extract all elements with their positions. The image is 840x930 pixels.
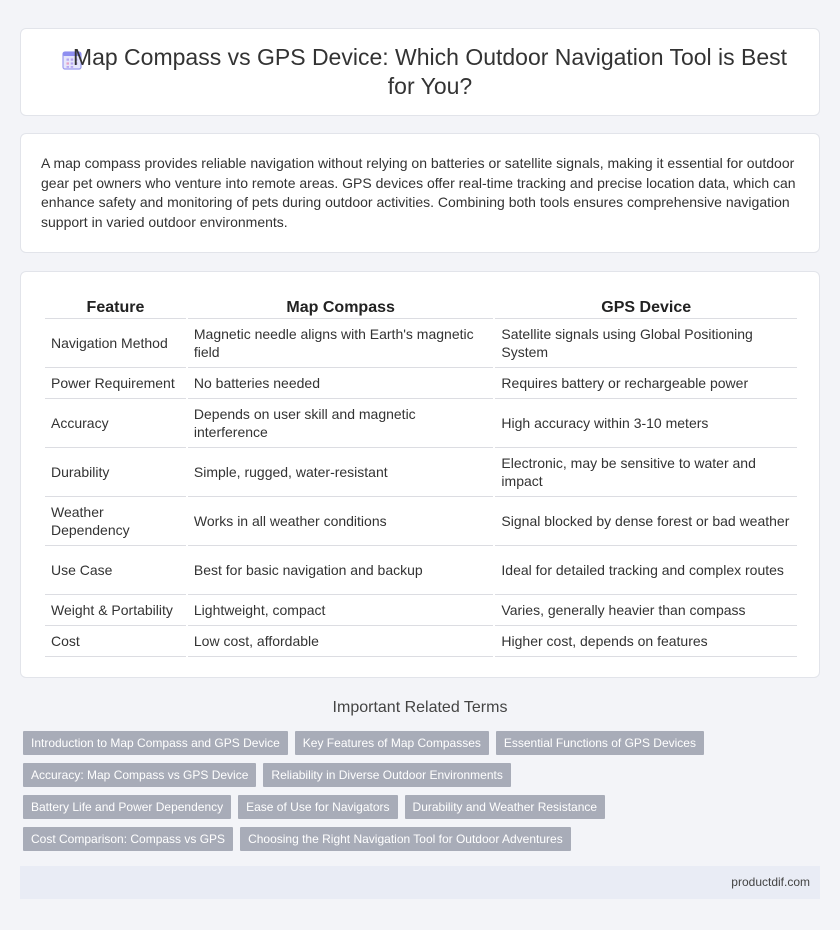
- table-cell: Low cost, affordable: [188, 626, 494, 657]
- intro-paragraph: A map compass provides reliable navigation without relying on batteries or satellite signals, making it essential for outdoor gear pet owners who venture into remote areas. GPS devices offer real-time tracking and precise location data, which can enhance safety and monitoring of pets during outdoor activities. Combining both tools ensures comprehensive navigation support in varied outdoor environments.: [41, 155, 796, 230]
- related-term-link[interactable]: Battery Life and Power Dependency: [23, 795, 231, 819]
- table-cell: Signal blocked by dense forest or bad weather: [495, 497, 797, 546]
- table-row: [45, 448, 797, 497]
- related-term-link[interactable]: Reliability in Diverse Outdoor Environments: [263, 763, 510, 787]
- related-terms-list: [23, 731, 723, 851]
- related-term-link[interactable]: Cost Comparison: Compass vs GPS: [23, 827, 233, 851]
- table-cell: Lightweight, compact: [188, 595, 494, 626]
- table-cell: Accuracy: [45, 399, 186, 448]
- table-cell: Durability: [45, 448, 186, 497]
- table-header-row: [45, 298, 797, 319]
- related-term-link[interactable]: Essential Functions of GPS Devices: [496, 731, 704, 755]
- table-cell: Power Requirement: [45, 368, 186, 399]
- table-cell: Weight & Portability: [45, 595, 186, 626]
- table-cell: Best for basic navigation and backup: [188, 546, 494, 595]
- table-cell: Cost: [45, 626, 186, 657]
- column-header-gps-device: GPS Device: [495, 298, 797, 319]
- related-term-link[interactable]: Introduction to Map Compass and GPS Device: [23, 731, 288, 755]
- comparison-table: [43, 298, 799, 657]
- related-terms-title: Important Related Terms: [332, 699, 508, 716]
- table-row: [45, 626, 797, 657]
- table-cell: Navigation Method: [45, 319, 186, 368]
- table-cell: No batteries needed: [188, 368, 494, 399]
- table-cell: Works in all weather conditions: [188, 497, 494, 546]
- table-row: [45, 368, 797, 399]
- table-cell: Satellite signals using Global Positioning System: [495, 319, 797, 368]
- footer-site-name: productdif.com: [731, 875, 810, 889]
- header-card: [20, 28, 820, 116]
- table-cell: Varies, generally heavier than compass: [495, 595, 797, 626]
- related-term-link[interactable]: Accuracy: Map Compass vs GPS Device: [23, 763, 256, 787]
- table-cell: Depends on user skill and magnetic interference: [188, 399, 494, 448]
- table-row: [45, 546, 797, 595]
- table-cell: Use Case: [45, 546, 186, 595]
- table-row: [45, 595, 797, 626]
- table-cell: High accuracy within 3-10 meters: [495, 399, 797, 448]
- related-term-link[interactable]: Choosing the Right Navigation Tool for Outdoor Adventures: [240, 827, 571, 851]
- column-header-map-compass: Map Compass: [188, 298, 494, 319]
- table-cell: Higher cost, depends on features: [495, 626, 797, 657]
- table-row: [45, 399, 797, 448]
- table-row: [45, 497, 797, 546]
- related-term-link[interactable]: Durability and Weather Resistance: [405, 795, 606, 819]
- column-header-feature: Feature: [45, 298, 186, 319]
- comparison-table-card: [20, 271, 820, 678]
- related-term-link[interactable]: Ease of Use for Navigators: [238, 795, 397, 819]
- table-cell: Weather Dependency: [45, 497, 186, 546]
- page-title: Map Compass vs GPS Device: Which Outdoor Navigation Tool is Best for You?: [72, 44, 788, 99]
- table-cell: Ideal for detailed tracking and complex routes: [495, 546, 797, 595]
- table-cell: Magnetic needle aligns with Earth's magnetic field: [188, 319, 494, 368]
- table-cell: Simple, rugged, water-resistant: [188, 448, 494, 497]
- intro-card: [20, 133, 820, 253]
- table-cell: Electronic, may be sensitive to water and impact: [495, 448, 797, 497]
- table-cell: Requires battery or rechargeable power: [495, 368, 797, 399]
- table-row: [45, 319, 797, 368]
- related-term-link[interactable]: Key Features of Map Compasses: [295, 731, 489, 755]
- footer: [20, 866, 820, 899]
